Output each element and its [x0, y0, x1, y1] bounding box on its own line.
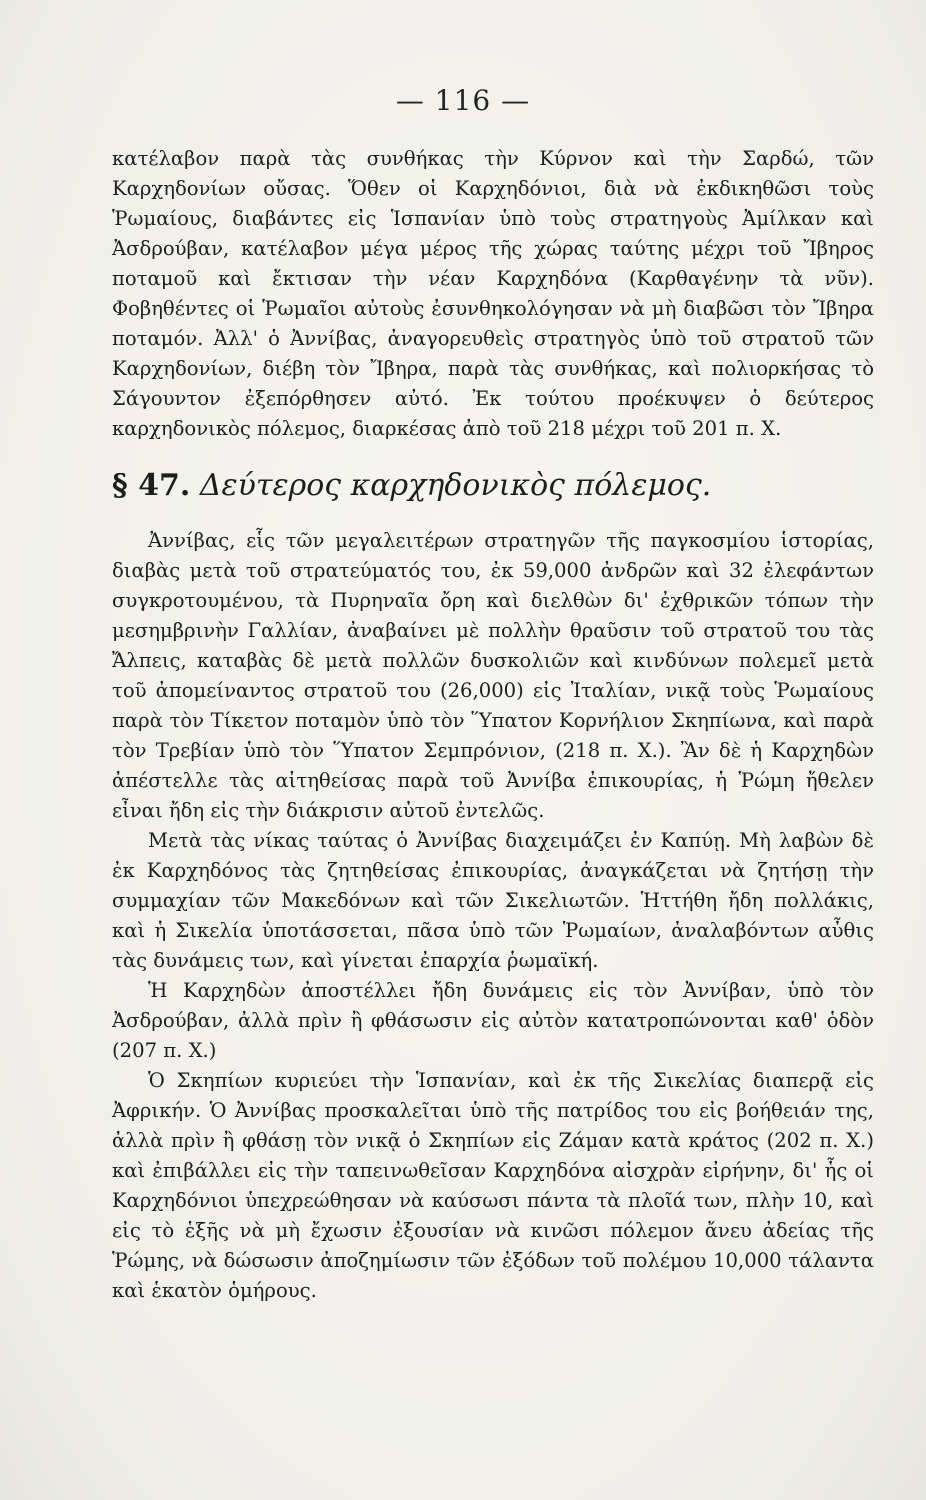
- paragraph-capua: Μετὰ τὰς νίκας ταύτας ὁ Ἀννίβας διαχειμάζει ἐν Καπύῃ. Μὴ λαβὼν δὲ ἐκ Καρχηδόνος τὰς ζητηθείσας ἐπικουρίας, ἀναγκάζεται νὰ ζητήσῃ τὴν συμμαχίαν τῶν Μακεδόνων καὶ τῶν Σικελιωτῶν. Ἡττήθη ἤδη πολλάκις, καὶ ἡ Σικελία ὑποτάσσεται, πᾶσα ὑπὸ τῶν Ῥωμαίων, ἀναλαβόντων αὖθις τὰς δυνάμεις των, καὶ γίνεται ἐπαρχία ῥωμαϊκή.: [112, 829, 874, 972]
- section-number: § 47.: [112, 468, 191, 503]
- paragraph-zama: Ὁ Σκηπίων κυριεύει τὴν Ἱσπανίαν, καὶ ἐκ τῆς Σικελίας διαπερᾷ εἰς Ἀφρικήν. Ὁ Ἀννίβας προσκαλεῖται ὑπὸ τῆς πατρίδος του εἰς βοήθειάν της, ἀλλὰ πρὶν ἢ φθάσῃ τὸν νικᾷ ὁ Σκηπίων εἰς Ζάμαν κατὰ κράτος (202 π. Χ.) καὶ ἐπιβάλλει εἰς τὴν ταπεινωθεῖσαν Καρχηδόνα αἰσχρὰν εἰρήνην, δι' ἧς οἱ Καρχηδόνιοι ὑπεχρεώθησαν νὰ καύσωσι πάντα τὰ πλοῖά των, πλὴν 10, καὶ εἰς τὸ ἑξῆς νὰ μὴ ἔχωσιν ἐξουσίαν νὰ κινῶσι πόλεμον ἄνευ ἀδείας τῆς Ῥώμης, νὰ δώσωσιν ἀποζημίωσιν τῶν ἐξόδων τοῦ πολέμου 10,000 τάλαντα καὶ ἑκατὸν ὁμήρους.: [112, 1069, 874, 1302]
- paragraph-hannibal-italy: Ἀννίβας, εἷς τῶν μεγαλειτέρων στρατηγῶν τῆς παγκοσμίου ἱστορίας, διαβὰς μετὰ τοῦ στρατεύματός του, ἐκ 59,000 ἀνδρῶν καὶ 32 ἐλεφάντων συγκροτουμένου, τὰ Πυρηναῖα ὄρη καὶ διελθὼν δι' ἐχθρικῶν τόπων τὴν μεσημβρινὴν Γαλλίαν, ἀναβαίνει μὲ πολλὴν θραῦσιν τοῦ στρατοῦ του τὰς Ἄλπεις, καταβὰς δὲ μετὰ πολλῶν δυσκολιῶν καὶ κινδύνων πολεμεῖ μετὰ τοῦ ἀπομείναντος στρατοῦ του (26,000) εἰς Ἰταλίαν, νικᾷ τοὺς Ῥωμαίους παρὰ τὸν Τίκετον ποταμὸν ὑπὸ τὸν Ὕπατον Κορνήλιον Σκηπίωνα, καὶ παρὰ τὸν Τρεβίαν ὑπὸ τὸν Ὕπατον Σεμπρόνιον, (218 π. Χ.). Ἂν δὲ ἡ Καρχηδὼν ἀπέστελλε τὰς αἰτηθείσας παρὰ τοῦ Ἀννίβα ἐπικουρίας, ἡ Ῥώμη ἤθελεν εἶναι ἤδη εἰς τὴν διάκρισιν αὐτοῦ ἐντελῶς.: [112, 529, 874, 822]
- section-heading: [112, 468, 874, 504]
- page-number: — 116 —: [395, 84, 531, 117]
- page-body: [112, 144, 874, 1306]
- paragraph-hasdrubal: Ἡ Καρχηδὼν ἀποστέλλει ἤδη δυνάμεις εἰς τὸν Ἀννίβαν, ὑπὸ τὸν Ἀσδρούβαν, ἀλλὰ πρὶν ἢ φθάσωσιν εἰς αὐτὸν κατατροπώνονται καθ' ὁδὸν (207 π. Χ.): [112, 979, 874, 1062]
- section-title: Δεύτερος καρχηδονικὸς πόλεμος.: [199, 468, 712, 503]
- paragraph-carthaginian-expansion: κατέλαβον παρὰ τὰς συνθήκας τὴν Κύρνον καὶ τὴν Σαρδώ, τῶν Καρχηδονίων οὔσας. Ὅθεν οἱ Καρχηδόνιοι, διὰ νὰ ἐκδικηθῶσι τοὺς Ῥωμαίους, διαβάντες εἰς Ἱσπανίαν ὑπὸ τοὺς στρατηγοὺς Ἀμίλκαν καὶ Ἀσδρούβαν, κατέλαβον μέγα μέρος τῆς χώρας ταύτης μέχρι τοῦ Ἴβηρος ποταμοῦ καὶ ἔκτισαν τὴν νέαν Καρχηδόνα (Καρθαγένην τὰ νῦν). Φοβηθέντες οἱ Ῥωμαῖοι αὐτοὺς ἐσυνθηκολόγησαν νὰ μὴ διαβῶσι τὸν Ἴβηρα ποταμόν. Ἀλλ' ὁ Ἀννίβας, ἀναγορευθεὶς στρατηγὸς ὑπὸ τοῦ στρατοῦ τῶν Καρχηδονίων, διέβη τὸν Ἴβηρα, παρὰ τὰς συνθήκας, καὶ πολιορκήσας τὸ Σάγουντον ἐξεπόρθησεν αὐτό. Ἐκ τούτου προέκυψεν ὁ δεύτερος καρχηδονικὸς πόλεμος, διαρκέσας ἀπὸ τοῦ 218 μέχρι τοῦ 201 π. Χ.: [112, 147, 874, 440]
